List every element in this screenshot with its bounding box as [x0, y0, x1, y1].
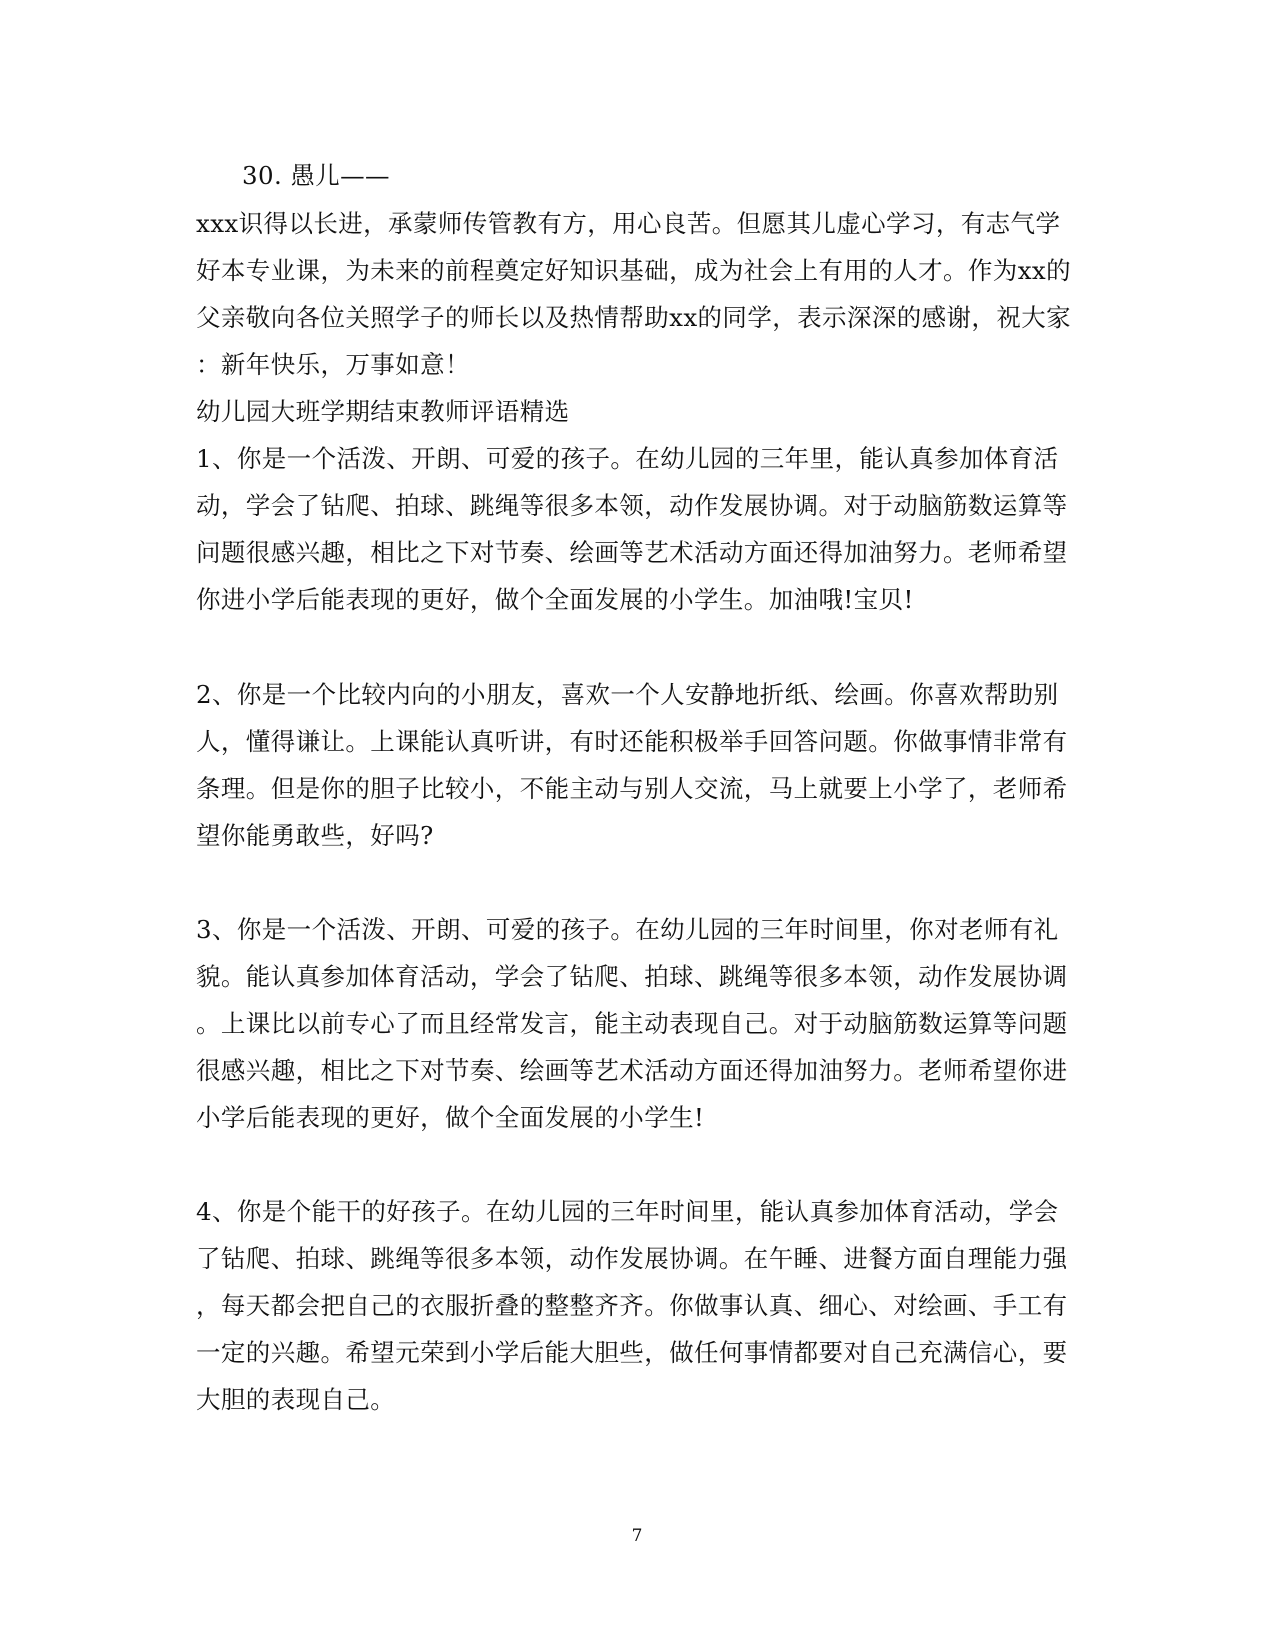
- comment-line: 3、你是一个活泼、开朗、可爱的孩子。在幼儿园的三年时间里，你对老师有礼: [196, 915, 1059, 944]
- comment-line: 很感兴趣，相比之下对节奏、绘画等艺术活动方面还得加油努力。老师希望你进: [196, 1056, 1068, 1085]
- comment-line: 人，懂得谦让。上课能认真听讲，有时还能积极举手回答问题。你做事情非常有: [196, 727, 1068, 756]
- intro-line: xxx识得以长进，承蒙师传管教有方，用心良苦。但愿其儿虚心学习，有志气学: [196, 209, 1061, 238]
- intro-line: 好本专业课，为未来的前程奠定好知识基础，成为社会上有用的人才。作为xx的: [196, 256, 1072, 285]
- comment-line: 望你能勇敢些，好吗?: [196, 821, 434, 850]
- section-title: 幼儿园大班学期结束教师评语精选: [196, 397, 570, 426]
- comment-line: 你进小学后能表现的更好，做个全面发展的小学生。加油哦!宝贝!: [196, 585, 914, 614]
- comment-line: 貌。能认真参加体育活动，学会了钻爬、拍球、跳绳等很多本领，动作发展协调: [196, 962, 1068, 991]
- intro-line: 父亲敬向各位关照学子的师长以及热情帮助xx的同学，表示深深的感谢，祝大家: [196, 303, 1072, 332]
- comment-line: 4、你是个能干的好孩子。在幼儿园的三年时间里，能认真参加体育活动，学会: [196, 1197, 1059, 1226]
- comment-line: 条理。但是你的胆子比较小，不能主动与别人交流，马上就要上小学了，老师希: [196, 774, 1068, 803]
- comment-line: 2、你是一个比较内向的小朋友，喜欢一个人安静地折纸、绘画。你喜欢帮助别: [196, 680, 1059, 709]
- comment-line: 动，学会了钻爬、拍球、跳绳等很多本领，动作发展协调。对于动脑筋数运算等: [196, 491, 1068, 520]
- page-number: 7: [631, 1526, 643, 1546]
- intro-line: ：新年快乐，万事如意！: [196, 350, 470, 379]
- comment-line: 小学后能表现的更好，做个全面发展的小学生!: [196, 1103, 705, 1132]
- comment-line: ，每天都会把自己的衣服折叠的整整齐齐。你做事认真、细心、对绘画、手工有: [196, 1291, 1068, 1320]
- comment-line: 问题很感兴趣，相比之下对节奏、绘画等艺术活动方面还得加油努力。老师希望: [196, 538, 1068, 567]
- comment-line: 了钻爬、拍球、跳绳等很多本领，动作发展协调。在午睡、进餐方面自理能力强: [196, 1244, 1068, 1273]
- comment-line: 大胆的表现自己。: [196, 1385, 396, 1414]
- comment-line: 一定的兴趣。希望元荣到小学后能大胆些，做任何事情都要对自己充满信心，要: [196, 1338, 1068, 1367]
- comment-line: 1、你是一个活泼、开朗、可爱的孩子。在幼儿园的三年里，能认真参加体育活: [196, 444, 1059, 473]
- comment-line: 。上课比以前专心了而且经常发言，能主动表现自己。对于动脑筋数运算等问题: [196, 1009, 1068, 1038]
- heading: 30. 愚儿——: [242, 161, 390, 190]
